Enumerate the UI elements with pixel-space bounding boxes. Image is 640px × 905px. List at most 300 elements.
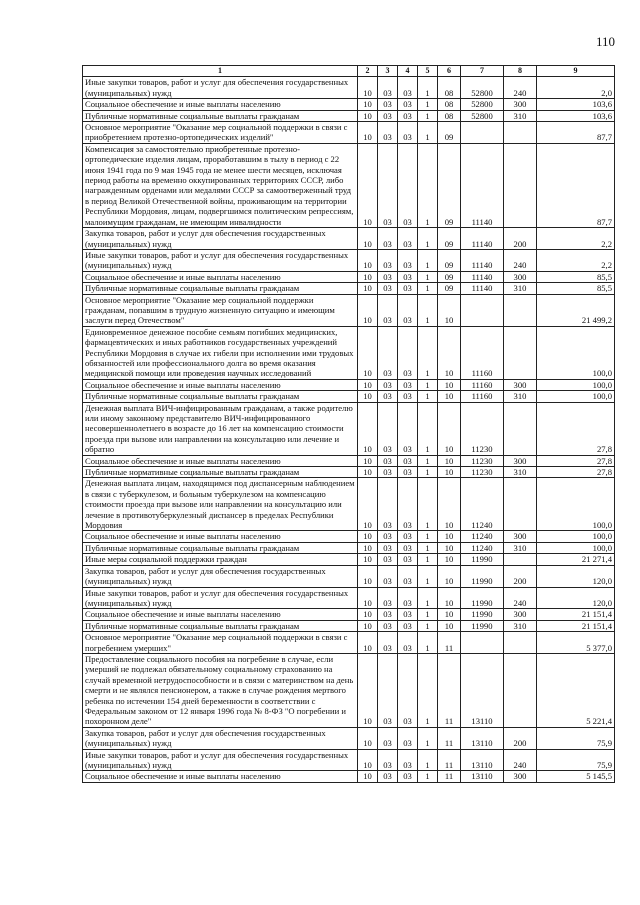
- cell-amount: 100,0: [537, 542, 615, 553]
- cell-target-code: 13110: [461, 727, 504, 749]
- cell-amount: 21 271,4: [537, 554, 615, 565]
- cell-name: Компенсация за самостоятельно приобретенные протезно-ортопедические изделия лицам, проработавшим в тылу в период с 22 июня 1941 года по 9 мая 1945 года не менее шести месяцев, исключая период работы на временно оккупированных территориях СССР, либо награжденным орденами или медалями СССР за самоотверженный труд в период Великой Отечественной войны, проживающим на территории Республики Мордовия, лицам, подвергшимся политическим репрессиям, малоимущим гражданам, не имеющим инвалидности: [83, 143, 358, 227]
- cell-program: 1: [418, 467, 438, 478]
- cell-chapter: 10: [358, 455, 378, 466]
- cell-name: Иные меры социальной поддержки граждан: [83, 554, 358, 565]
- cell-chapter: 10: [358, 467, 378, 478]
- table-header-row: [83, 66, 615, 77]
- cell-subprogram: 09: [438, 283, 461, 294]
- cell-section: 03: [378, 653, 398, 727]
- cell-program: 1: [418, 143, 438, 227]
- cell-subsection: 03: [398, 554, 418, 565]
- cell-subprogram: 10: [438, 478, 461, 531]
- table-row: [83, 455, 615, 466]
- cell-chapter: 10: [358, 228, 378, 250]
- cell-program: 1: [418, 771, 438, 782]
- column-header: 1: [83, 66, 358, 77]
- cell-subprogram: 09: [438, 143, 461, 227]
- cell-amount: 21 151,4: [537, 609, 615, 620]
- cell-expense-type: [504, 402, 537, 455]
- cell-expense-type: [504, 122, 537, 144]
- cell-name: Иные закупки товаров, работ и услуг для обеспечения государственных (муниципальных) нужд: [83, 587, 358, 609]
- cell-amount: 100,0: [537, 478, 615, 531]
- cell-name: Единовременное денежное пособие семьям погибших медицинских, фармацевтических и иных работников государственных учреждений Республики Мордовия в случае их гибели при исполнении ими трудовых обязанностей или профессионального долга во время оказания медицинской помощи или проведения научных исследований: [83, 326, 358, 379]
- cell-target-code: 11160: [461, 379, 504, 390]
- column-header: 8: [504, 66, 537, 77]
- cell-target-code: 11990: [461, 620, 504, 631]
- cell-expense-type: 200: [504, 228, 537, 250]
- cell-section: 03: [378, 749, 398, 771]
- cell-subprogram: 10: [438, 379, 461, 390]
- cell-subprogram: 09: [438, 228, 461, 250]
- cell-name: Публичные нормативные социальные выплаты гражданам: [83, 467, 358, 478]
- cell-subsection: 03: [398, 653, 418, 727]
- cell-amount: 120,0: [537, 565, 615, 587]
- cell-expense-type: 310: [504, 283, 537, 294]
- cell-chapter: 10: [358, 542, 378, 553]
- cell-subprogram: 10: [438, 620, 461, 631]
- cell-subprogram: 10: [438, 554, 461, 565]
- cell-chapter: 10: [358, 122, 378, 144]
- cell-target-code: 11140: [461, 249, 504, 271]
- cell-target-code: 11140: [461, 271, 504, 282]
- cell-subprogram: 11: [438, 727, 461, 749]
- cell-subprogram: 10: [438, 467, 461, 478]
- cell-target-code: 11240: [461, 531, 504, 542]
- cell-subsection: 03: [398, 228, 418, 250]
- cell-expense-type: 300: [504, 455, 537, 466]
- table-row: [83, 632, 615, 654]
- cell-subsection: 03: [398, 632, 418, 654]
- column-header: 5: [418, 66, 438, 77]
- cell-target-code: [461, 122, 504, 144]
- cell-program: 1: [418, 632, 438, 654]
- cell-name: Публичные нормативные социальные выплаты гражданам: [83, 283, 358, 294]
- cell-name: Публичные нормативные социальные выплаты гражданам: [83, 110, 358, 121]
- table-row: [83, 99, 615, 110]
- cell-program: 1: [418, 122, 438, 144]
- cell-target-code: 13110: [461, 653, 504, 727]
- cell-name: Социальное обеспечение и иные выплаты населению: [83, 379, 358, 390]
- cell-subprogram: 11: [438, 749, 461, 771]
- cell-chapter: 10: [358, 653, 378, 727]
- cell-section: 03: [378, 283, 398, 294]
- cell-section: 03: [378, 587, 398, 609]
- cell-section: 03: [378, 99, 398, 110]
- cell-program: 1: [418, 271, 438, 282]
- cell-subsection: 03: [398, 620, 418, 631]
- cell-chapter: 10: [358, 771, 378, 782]
- cell-chapter: 10: [358, 99, 378, 110]
- cell-subsection: 03: [398, 283, 418, 294]
- cell-name: Денежная выплата ВИЧ-инфицированным гражданам, а также родителю или иному законному представителю ВИЧ-инфицированного несовершеннолетнего в возрасте до 16 лет на компенсацию стоимости проезда при вызове или направлении на консультацию или лечение и обратно: [83, 402, 358, 455]
- cell-name: Публичные нормативные социальные выплаты гражданам: [83, 391, 358, 402]
- cell-section: 03: [378, 632, 398, 654]
- cell-subprogram: 09: [438, 249, 461, 271]
- cell-program: 1: [418, 587, 438, 609]
- cell-name: Основное мероприятие "Оказание мер социальной поддержки в связи с погребением умерших": [83, 632, 358, 654]
- cell-subprogram: 08: [438, 99, 461, 110]
- cell-subprogram: 09: [438, 122, 461, 144]
- cell-subsection: 03: [398, 271, 418, 282]
- cell-target-code: [461, 294, 504, 326]
- cell-chapter: 10: [358, 554, 378, 565]
- cell-section: 03: [378, 542, 398, 553]
- cell-expense-type: [504, 653, 537, 727]
- table-row: [83, 542, 615, 553]
- table-row: [83, 467, 615, 478]
- cell-section: 03: [378, 249, 398, 271]
- cell-section: 03: [378, 554, 398, 565]
- cell-section: 03: [378, 379, 398, 390]
- cell-target-code: 11990: [461, 609, 504, 620]
- cell-amount: 21 151,4: [537, 620, 615, 631]
- cell-program: 1: [418, 653, 438, 727]
- cell-name: Социальное обеспечение и иные выплаты населению: [83, 609, 358, 620]
- cell-program: 1: [418, 283, 438, 294]
- table-row: [83, 653, 615, 727]
- cell-name: Основное мероприятие "Оказание мер социальной поддержки гражданам, попавшим в трудную жизненную ситуацию и имеющим заслуги перед Отечеством": [83, 294, 358, 326]
- cell-name: Иные закупки товаров, работ и услуг для обеспечения государственных (муниципальных) нужд: [83, 749, 358, 771]
- cell-expense-type: 300: [504, 531, 537, 542]
- cell-section: 03: [378, 565, 398, 587]
- cell-section: 03: [378, 77, 398, 99]
- cell-amount: 87,7: [537, 122, 615, 144]
- cell-chapter: 10: [358, 391, 378, 402]
- cell-subsection: 03: [398, 294, 418, 326]
- cell-amount: 27,8: [537, 402, 615, 455]
- table-row: [83, 620, 615, 631]
- cell-subprogram: 10: [438, 587, 461, 609]
- cell-amount: 103,6: [537, 110, 615, 121]
- column-header: 3: [378, 66, 398, 77]
- cell-expense-type: 300: [504, 609, 537, 620]
- cell-section: 03: [378, 271, 398, 282]
- table-row: [83, 609, 615, 620]
- cell-program: 1: [418, 531, 438, 542]
- cell-section: 03: [378, 391, 398, 402]
- cell-expense-type: 240: [504, 249, 537, 271]
- table-row: [83, 326, 615, 379]
- cell-subsection: 03: [398, 771, 418, 782]
- cell-expense-type: [504, 478, 537, 531]
- cell-expense-type: [504, 554, 537, 565]
- cell-section: 03: [378, 326, 398, 379]
- cell-chapter: 10: [358, 587, 378, 609]
- cell-chapter: 10: [358, 294, 378, 326]
- cell-amount: 27,8: [537, 467, 615, 478]
- cell-subprogram: 10: [438, 565, 461, 587]
- cell-subprogram: 09: [438, 271, 461, 282]
- cell-subprogram: 10: [438, 294, 461, 326]
- cell-subsection: 03: [398, 531, 418, 542]
- table-row: [83, 294, 615, 326]
- cell-subsection: 03: [398, 391, 418, 402]
- cell-section: 03: [378, 620, 398, 631]
- cell-amount: 120,0: [537, 587, 615, 609]
- cell-program: 1: [418, 294, 438, 326]
- table-row: [83, 749, 615, 771]
- cell-program: 1: [418, 478, 438, 531]
- cell-program: 1: [418, 554, 438, 565]
- cell-amount: 5 145,5: [537, 771, 615, 782]
- cell-program: 1: [418, 77, 438, 99]
- cell-subsection: 03: [398, 110, 418, 121]
- cell-subprogram: 10: [438, 402, 461, 455]
- cell-target-code: 11140: [461, 283, 504, 294]
- cell-name: Публичные нормативные социальные выплаты гражданам: [83, 542, 358, 553]
- cell-section: 03: [378, 294, 398, 326]
- table-row: [83, 143, 615, 227]
- cell-subsection: 03: [398, 727, 418, 749]
- cell-subsection: 03: [398, 326, 418, 379]
- cell-chapter: 10: [358, 249, 378, 271]
- cell-section: 03: [378, 143, 398, 227]
- table-row: [83, 122, 615, 144]
- cell-target-code: 11240: [461, 542, 504, 553]
- cell-section: 03: [378, 455, 398, 466]
- cell-expense-type: [504, 143, 537, 227]
- cell-expense-type: 300: [504, 379, 537, 390]
- cell-name: Социальное обеспечение и иные выплаты населению: [83, 455, 358, 466]
- column-header: 7: [461, 66, 504, 77]
- cell-subprogram: 10: [438, 391, 461, 402]
- cell-target-code: 52800: [461, 99, 504, 110]
- cell-program: 1: [418, 110, 438, 121]
- cell-amount: 103,6: [537, 99, 615, 110]
- cell-section: 03: [378, 609, 398, 620]
- cell-program: 1: [418, 749, 438, 771]
- cell-target-code: 11160: [461, 391, 504, 402]
- cell-name: Закупка товаров, работ и услуг для обеспечения государственных (муниципальных) нужд: [83, 565, 358, 587]
- cell-amount: 5 377,0: [537, 632, 615, 654]
- cell-name: Денежная выплата лицам, находящимся под диспансерным наблюдением в связи с туберкулезом, и больным туберкулезом на компенсацию стоимости проезда при вызове или направлении на консультацию или лечение в противотуберкулезный диспансер в пределах Республики Мордовия: [83, 478, 358, 531]
- cell-expense-type: 310: [504, 620, 537, 631]
- cell-target-code: 11990: [461, 587, 504, 609]
- cell-section: 03: [378, 727, 398, 749]
- cell-chapter: 10: [358, 632, 378, 654]
- cell-program: 1: [418, 402, 438, 455]
- cell-subsection: 03: [398, 402, 418, 455]
- table-row: [83, 771, 615, 782]
- table-row: [83, 283, 615, 294]
- cell-subsection: 03: [398, 143, 418, 227]
- cell-amount: 21 499,2: [537, 294, 615, 326]
- cell-section: 03: [378, 228, 398, 250]
- cell-name: Социальное обеспечение и иные выплаты населению: [83, 531, 358, 542]
- cell-amount: 5 221,4: [537, 653, 615, 727]
- cell-program: 1: [418, 542, 438, 553]
- cell-subsection: 03: [398, 455, 418, 466]
- cell-amount: 75,9: [537, 727, 615, 749]
- cell-chapter: 10: [358, 727, 378, 749]
- cell-amount: 100,0: [537, 379, 615, 390]
- cell-expense-type: 240: [504, 587, 537, 609]
- cell-expense-type: 200: [504, 727, 537, 749]
- cell-chapter: 10: [358, 478, 378, 531]
- cell-subsection: 03: [398, 478, 418, 531]
- cell-target-code: 13110: [461, 749, 504, 771]
- cell-program: 1: [418, 609, 438, 620]
- table-row: [83, 391, 615, 402]
- cell-expense-type: 300: [504, 271, 537, 282]
- cell-subsection: 03: [398, 249, 418, 271]
- cell-subprogram: 10: [438, 609, 461, 620]
- cell-subsection: 03: [398, 587, 418, 609]
- cell-program: 1: [418, 379, 438, 390]
- cell-target-code: 11990: [461, 554, 504, 565]
- cell-expense-type: [504, 632, 537, 654]
- cell-name: Иные закупки товаров, работ и услуг для обеспечения государственных (муниципальных) нужд: [83, 77, 358, 99]
- cell-chapter: 10: [358, 402, 378, 455]
- cell-chapter: 10: [358, 283, 378, 294]
- cell-subprogram: 10: [438, 326, 461, 379]
- cell-target-code: 11240: [461, 478, 504, 531]
- cell-section: 03: [378, 122, 398, 144]
- cell-section: 03: [378, 478, 398, 531]
- cell-amount: 85,5: [537, 283, 615, 294]
- cell-section: 03: [378, 467, 398, 478]
- cell-section: 03: [378, 531, 398, 542]
- table-row: [83, 402, 615, 455]
- cell-subsection: 03: [398, 77, 418, 99]
- column-header: 4: [398, 66, 418, 77]
- cell-section: 03: [378, 402, 398, 455]
- cell-subsection: 03: [398, 749, 418, 771]
- table-row: [83, 228, 615, 250]
- cell-amount: 85,5: [537, 271, 615, 282]
- cell-program: 1: [418, 727, 438, 749]
- cell-program: 1: [418, 620, 438, 631]
- cell-program: 1: [418, 391, 438, 402]
- table-row: [83, 565, 615, 587]
- cell-expense-type: 240: [504, 77, 537, 99]
- cell-amount: 2,2: [537, 249, 615, 271]
- cell-amount: 75,9: [537, 749, 615, 771]
- cell-expense-type: [504, 326, 537, 379]
- cell-program: 1: [418, 228, 438, 250]
- cell-subsection: 03: [398, 609, 418, 620]
- cell-subprogram: 10: [438, 455, 461, 466]
- cell-name: Социальное обеспечение и иные выплаты населению: [83, 771, 358, 782]
- cell-target-code: 11230: [461, 455, 504, 466]
- cell-target-code: 13110: [461, 771, 504, 782]
- cell-chapter: 10: [358, 143, 378, 227]
- table-row: [83, 727, 615, 749]
- cell-chapter: 10: [358, 609, 378, 620]
- cell-target-code: [461, 632, 504, 654]
- cell-expense-type: 300: [504, 99, 537, 110]
- cell-program: 1: [418, 565, 438, 587]
- cell-target-code: 11140: [461, 143, 504, 227]
- cell-target-code: 52800: [461, 77, 504, 99]
- cell-subsection: 03: [398, 565, 418, 587]
- table-row: [83, 271, 615, 282]
- cell-expense-type: 300: [504, 771, 537, 782]
- cell-program: 1: [418, 455, 438, 466]
- cell-expense-type: 310: [504, 391, 537, 402]
- page-number: 110: [596, 34, 616, 49]
- cell-name: Иные закупки товаров, работ и услуг для обеспечения государственных (муниципальных) нужд: [83, 249, 358, 271]
- column-header: 2: [358, 66, 378, 77]
- cell-expense-type: 310: [504, 542, 537, 553]
- cell-chapter: 10: [358, 531, 378, 542]
- cell-name: Социальное обеспечение и иные выплаты населению: [83, 271, 358, 282]
- table-row: [83, 587, 615, 609]
- cell-expense-type: [504, 294, 537, 326]
- cell-subsection: 03: [398, 542, 418, 553]
- cell-chapter: 10: [358, 110, 378, 121]
- cell-target-code: 11230: [461, 402, 504, 455]
- cell-section: 03: [378, 771, 398, 782]
- cell-name: Закупка товаров, работ и услуг для обеспечения государственных (муниципальных) нужд: [83, 727, 358, 749]
- cell-subsection: 03: [398, 379, 418, 390]
- cell-expense-type: 240: [504, 749, 537, 771]
- cell-subsection: 03: [398, 122, 418, 144]
- cell-name: Основное мероприятие "Оказание мер социальной поддержки в связи с приобретением протезно-ортопедических изделий": [83, 122, 358, 144]
- cell-name: Публичные нормативные социальные выплаты гражданам: [83, 620, 358, 631]
- cell-expense-type: 310: [504, 467, 537, 478]
- cell-subprogram: 10: [438, 531, 461, 542]
- cell-target-code: 11140: [461, 228, 504, 250]
- cell-name: Закупка товаров, работ и услуг для обеспечения государственных (муниципальных) нужд: [83, 228, 358, 250]
- cell-subprogram: 10: [438, 542, 461, 553]
- cell-subsection: 03: [398, 99, 418, 110]
- cell-expense-type: 310: [504, 110, 537, 121]
- cell-subprogram: 08: [438, 77, 461, 99]
- cell-amount: 27,8: [537, 455, 615, 466]
- column-header: 6: [438, 66, 461, 77]
- table-row: [83, 531, 615, 542]
- table-row: [83, 110, 615, 121]
- cell-target-code: 11230: [461, 467, 504, 478]
- cell-subprogram: 08: [438, 110, 461, 121]
- cell-expense-type: 200: [504, 565, 537, 587]
- cell-program: 1: [418, 249, 438, 271]
- budget-table: [82, 65, 615, 783]
- cell-chapter: 10: [358, 620, 378, 631]
- cell-chapter: 10: [358, 565, 378, 587]
- cell-name: Социальное обеспечение и иные выплаты населению: [83, 99, 358, 110]
- cell-program: 1: [418, 326, 438, 379]
- cell-chapter: 10: [358, 326, 378, 379]
- table-row: [83, 249, 615, 271]
- cell-program: 1: [418, 99, 438, 110]
- cell-target-code: 11160: [461, 326, 504, 379]
- cell-amount: 2,2: [537, 228, 615, 250]
- cell-subsection: 03: [398, 467, 418, 478]
- cell-name: Предоставление социального пособия на погребение в случае, если умерший не подлежал обязательному социальному страхованию на случай временной нетрудоспособности и в связи с материнством на день смерти и не являлся пенсионером, а также в случае рождения мертвого ребенка по истечении 154 дней беременности в соответствии с Федеральным законом от 12 января 1996 года № 8-ФЗ "О погребении и похоронном деле": [83, 653, 358, 727]
- cell-amount: 100,0: [537, 326, 615, 379]
- column-header: 9: [537, 66, 615, 77]
- table-row: [83, 379, 615, 390]
- cell-target-code: 11990: [461, 565, 504, 587]
- cell-amount: 87,7: [537, 143, 615, 227]
- cell-target-code: 52800: [461, 110, 504, 121]
- cell-section: 03: [378, 110, 398, 121]
- cell-subprogram: 11: [438, 632, 461, 654]
- table-row: [83, 554, 615, 565]
- cell-chapter: 10: [358, 379, 378, 390]
- cell-chapter: 10: [358, 271, 378, 282]
- table-row: [83, 77, 615, 99]
- table-row: [83, 478, 615, 531]
- cell-subprogram: 11: [438, 653, 461, 727]
- cell-amount: 2,0: [537, 77, 615, 99]
- cell-chapter: 10: [358, 749, 378, 771]
- cell-amount: 100,0: [537, 531, 615, 542]
- cell-amount: 100,0: [537, 391, 615, 402]
